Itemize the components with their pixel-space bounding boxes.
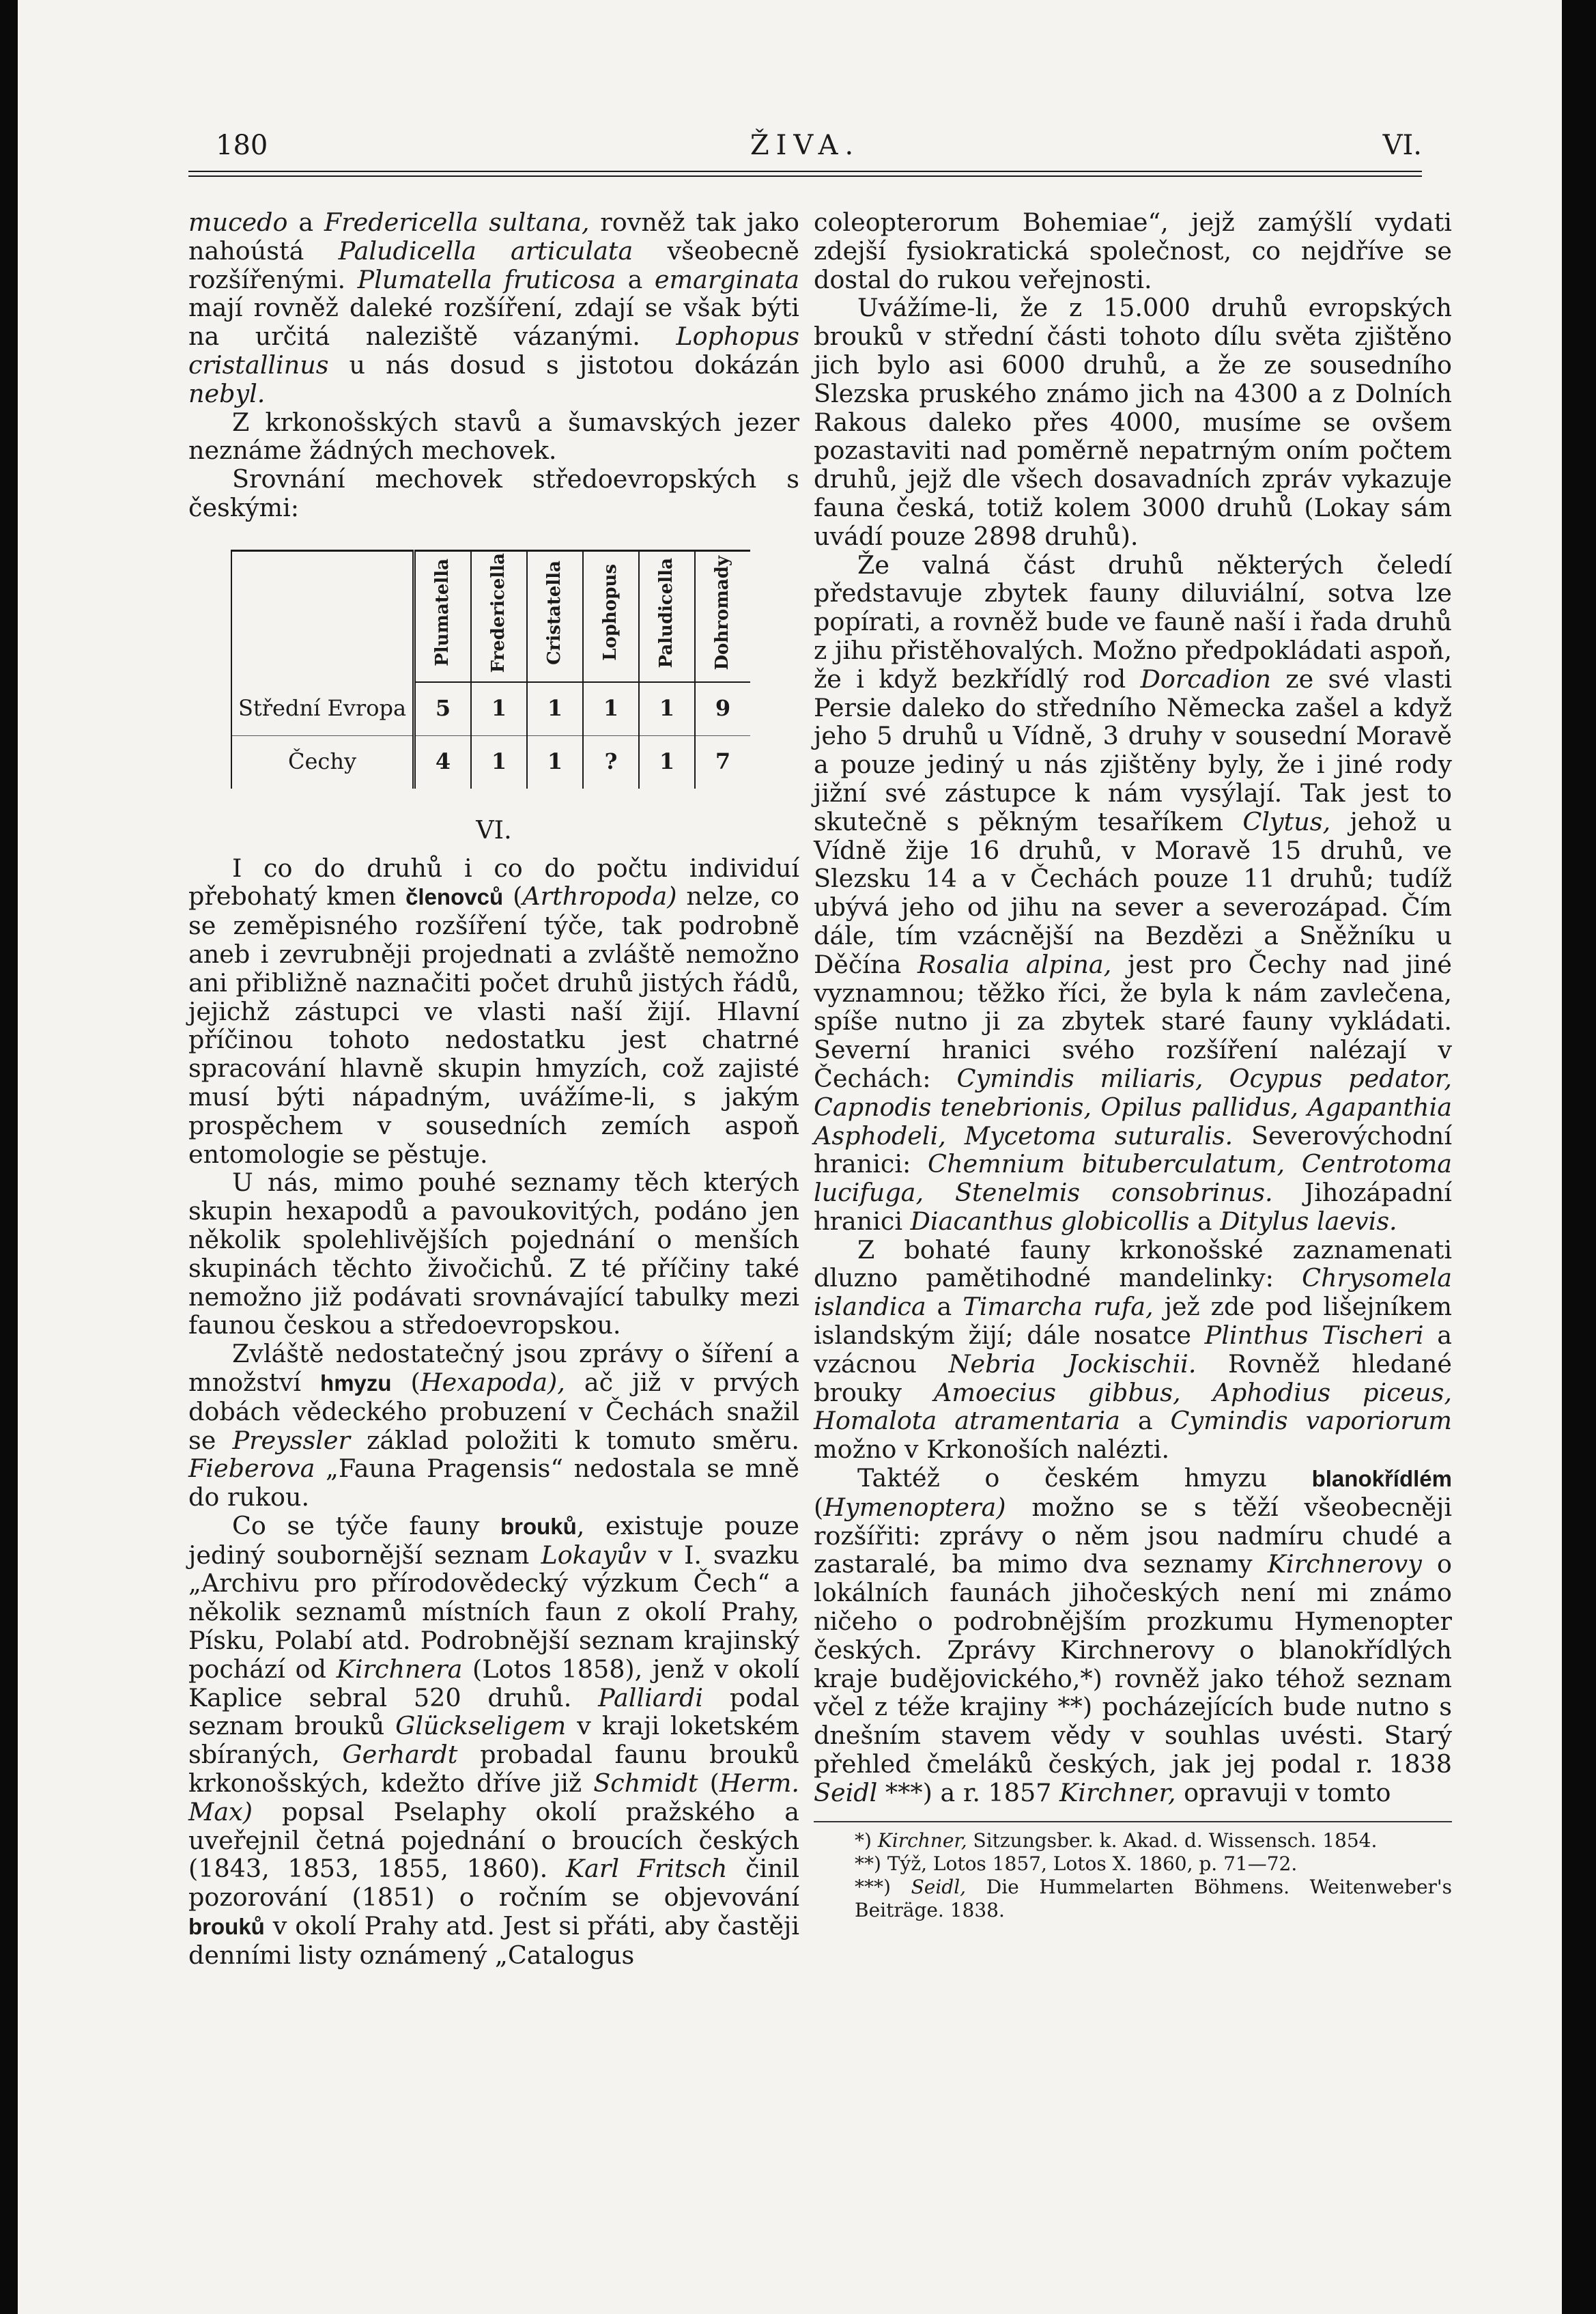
footnotes — [814, 1821, 1452, 1922]
table-row — [231, 735, 750, 789]
paragraph: Co se týče fauny brouků, existuje pouze jediný soubornější seznam Lokayův v I. svazku „Archivu pro přírodovědecký výzkum Čech“ a několik seznamů místních faun z okolí Prahy, Písku, Polabí atd. Podrobnější seznam krajinský pochází od Kirchnera (Lotos 1858), jenž v okolí Kaplice sebral 520 druhů. Palliardi podal seznam brouků Glückseligem v kraji loketském sbíraných, Gerhardt probadal faunu brouků krkonošských, kdežto dříve již Schmidt (Herm. Max) popsal Pselaphy okolí pražského a uveřejnil četná pojednání o broucích českých (1843, 1853, 1855, 1860). Karl Fritsch činil pozorování (1851) o ročním se objevování brouků v okolí Prahy atd. Jest si přáti, aby častěji denními listy oznámený „Catalogus — [188, 1510, 800, 1970]
paragraph: Z krkonošských stavů a šumavských jezer neznáme žádných mechovek. — [188, 407, 799, 466]
paragraph: Taktéž o českém hmyzu blanokřídlém (Hymenoptera) možno se s těží všeobecněji rozšířiti: zprávy o něm jsou nadmíru chudé a zastaralé, ba mimo dva seznamy Kirchnerovy o lokálních faunách jihočeských není mi známo ničeho o podrobnějším prozkumu Hymenopter českých. Zprávy Kirchnerovy o blanokřídlých kraje budějovického,*) rovněž jako téhož seznam včel z téže krajiny **) pocházejících bude nutno s dnešním stavem vědy v souhlas uvésti. Starý přehled čmeláků českých, jak jej podal r. 1838 Seidl ***) a r. 1857 Kirchner, opravuji v tomto — [814, 1463, 1452, 1807]
table-cell: 1 — [639, 735, 695, 789]
paragraph: Srovnání mechovek středoevropských s českými: — [188, 464, 799, 522]
page-header — [188, 123, 1422, 164]
column-header: Paludicella — [639, 550, 695, 682]
comparison-table — [231, 550, 750, 789]
table-cell: 4 — [414, 735, 472, 789]
page-number: 180 — [216, 130, 268, 161]
table-cell: 1 — [583, 682, 639, 736]
table-cell: 7 — [695, 735, 750, 789]
scanned-page — [18, 0, 1562, 2314]
footnote: *) Kirchner, Sitzungsber. k. Akad. d. Wissensch. 1854. — [855, 1829, 1378, 1852]
table-row — [231, 682, 750, 736]
table-cell: 9 — [695, 682, 750, 736]
table-cell: 5 — [414, 682, 472, 736]
table-corner — [231, 550, 414, 682]
paragraph: Z bohaté fauny krkonošské zaznamenati dluzno pamětihodné mandelinky: Chrysomela islandica a Timarcha rufa, jež zde pod lišejníkem islandským žijí; dále nosatce Plinthus Tischeri a vzácnou Nebria Jockischii. Rovněž hledané brouky Amoecius gibbus, Aphodius piceus, Homalota atramentaria a Cymindis vaporiorum možno v Krkonoších nalézti. — [814, 1234, 1453, 1465]
column-header: Fredericella — [471, 550, 527, 682]
right-column — [814, 208, 1452, 1922]
table-cell: 1 — [471, 735, 527, 789]
paragraph: Že valná část druhů některých čeledí představuje zbytek fauny diluviální, sotva lze popírati, a rovněž bude ve fauně naší i řada druhů z jihu přistěhovalých. Možno předpokládati aspoň, že i když bezkřídlý rod Dorcadion ze své vlasti Persie daleko do středního Německa zašel a když jeho 5 druhů u Vídně, 3 druhy v sousední Moravě a pouze jediný u nás zjištěny byly, že i jiné rody jižní své zástupce k nám vysýlají. Tak jest to skutečně s pěkným tesaříkem Clytus, jehož u Vídně žije 16 druhů, v Moravě 15 druhů, ve Slezsku 14 a v Čechách pouze 11 druhů; tudíž ubývá jeho od jihu na sever a severozápad. Čím dále, tím vzácnější na Bezdězi a Sněžníku u Děčína Rosalia alpina, jest pro Čechy nad jiné vyznamnou; těžko říci, že byla k nám zavlečena, spíše nutno ji za zbytek staré fauny vykládati. Severní hranici svého rozšíření nalézají v Čechách: Cymindis miliaris, Ocypus pedator, Capnodis tenebrionis, Opilus pallidus, Agapanthia Asphodeli, Mycetoma suturalis. Severovýchodní hranici: Chemnium bituberculatum, Centrotoma lucifuga, Stenelmis consobrinus. Jihozápadní hranici Diacanthus globicollis a Ditylus laevis. — [814, 550, 1452, 1236]
table-cell: 1 — [471, 682, 527, 736]
table-cell: 1 — [639, 682, 695, 736]
footnote: ***) Seidl, Die Hummelarten Böhmens. Weitenweber's Beiträge. 1838. — [855, 1875, 1452, 1921]
paragraph: coleopterorum Bohemiae“, jejž zamýšlí vydati zdejší fysiokratická společnost, co nejdříve se dostal do rukou veřejnosti. — [814, 208, 1452, 294]
paragraph: Uvážíme-li, že z 15.000 druhů evropských brouků v střední části tohoto dílu světa zjištěno jich bylo asi 6000 druhů, a že ze sousedního Slezska pruského známo jich na 4300 a z Dolních Rakous daleko přes 4000, musíme se ovšem pozastaviti nad poměrně nepatrným oním počtem druhů, jejž dle všech dosavadních zpráv vykazuje fauna česká, totiž kolem 3000 druhů (Lokay sám uvádí pouze 2898 druhů). — [814, 293, 1452, 551]
table-cell: ? — [583, 735, 639, 789]
column-header: Cristatella — [527, 550, 583, 682]
paragraph: U nás, mimo pouhé seznamy těch kterých skupin hexapodů a pavoukovitých, podáno jen několik spolehlivějších pojednání o menších skupinách těchto živočichů. Z té příčiny také nemožno již podávati srovnávající tabulky mezi faunou českou a středoevropskou. — [188, 1168, 799, 1340]
row-label: Střední Evropa — [231, 682, 414, 736]
table-cell: 1 — [527, 682, 583, 736]
column-header: Dohromady — [695, 550, 750, 682]
paragraph: mucedo a Fredericella sultana, rovněž tak jako nahoústá Paludicella articulata všeobecně rozšířenými. Plumatella fruticosa a emarginata mají rovněž daleké rozšíření, zdají se však býti na určitá naleziště vázanými. Lophopus cristallinus u nás dosud s jistotou dokázán nebyl. — [188, 208, 799, 408]
row-label: Čechy — [231, 735, 414, 789]
left-column — [188, 208, 799, 1970]
running-title: ŽIVA. — [750, 130, 861, 161]
paragraph: I co do druhů i co do počtu individuí přebohatý kmen členovců (Arthropoda) nelze, co se zeměpisného rozšíření týče, tak podrobně aneb i zevrubněji projednati a zvláště nemožno ani přibližně naznačiti počet druhů jistých řádů, jejichž zástupci ve vlasti naší žijí. Hlavní příčinou tohoto nedostatku jest chatrné spracování hlavně skupin hmyzích, což zajisté musí býti nápadným, uvážíme-li, s jakým prospěchem v sousedních zemích aspoň entomologie se pěstuje. — [188, 853, 799, 1169]
section-heading: VI. — [476, 815, 512, 845]
column-header: Plumatella — [414, 550, 472, 682]
paragraph: Zvláště nedostatečný jsou zprávy o šíření a množství hmyzu (Hexapoda), ač již v prvých dobách vědeckého probuzení v Čechách snažil se Preyssler základ položiti k tomuto směru. Fieberova „Fauna Pragensis“ nedostala se mně do rukou. — [188, 1339, 799, 1512]
table-cell: 1 — [527, 735, 583, 789]
header-rule — [188, 171, 1422, 177]
chapter-numeral: VI. — [1382, 130, 1422, 161]
column-header: Lophopus — [583, 550, 639, 682]
footnote: **) Týž, Lotos 1857, Lotos X. 1860, p. 71—72. — [855, 1852, 1298, 1875]
